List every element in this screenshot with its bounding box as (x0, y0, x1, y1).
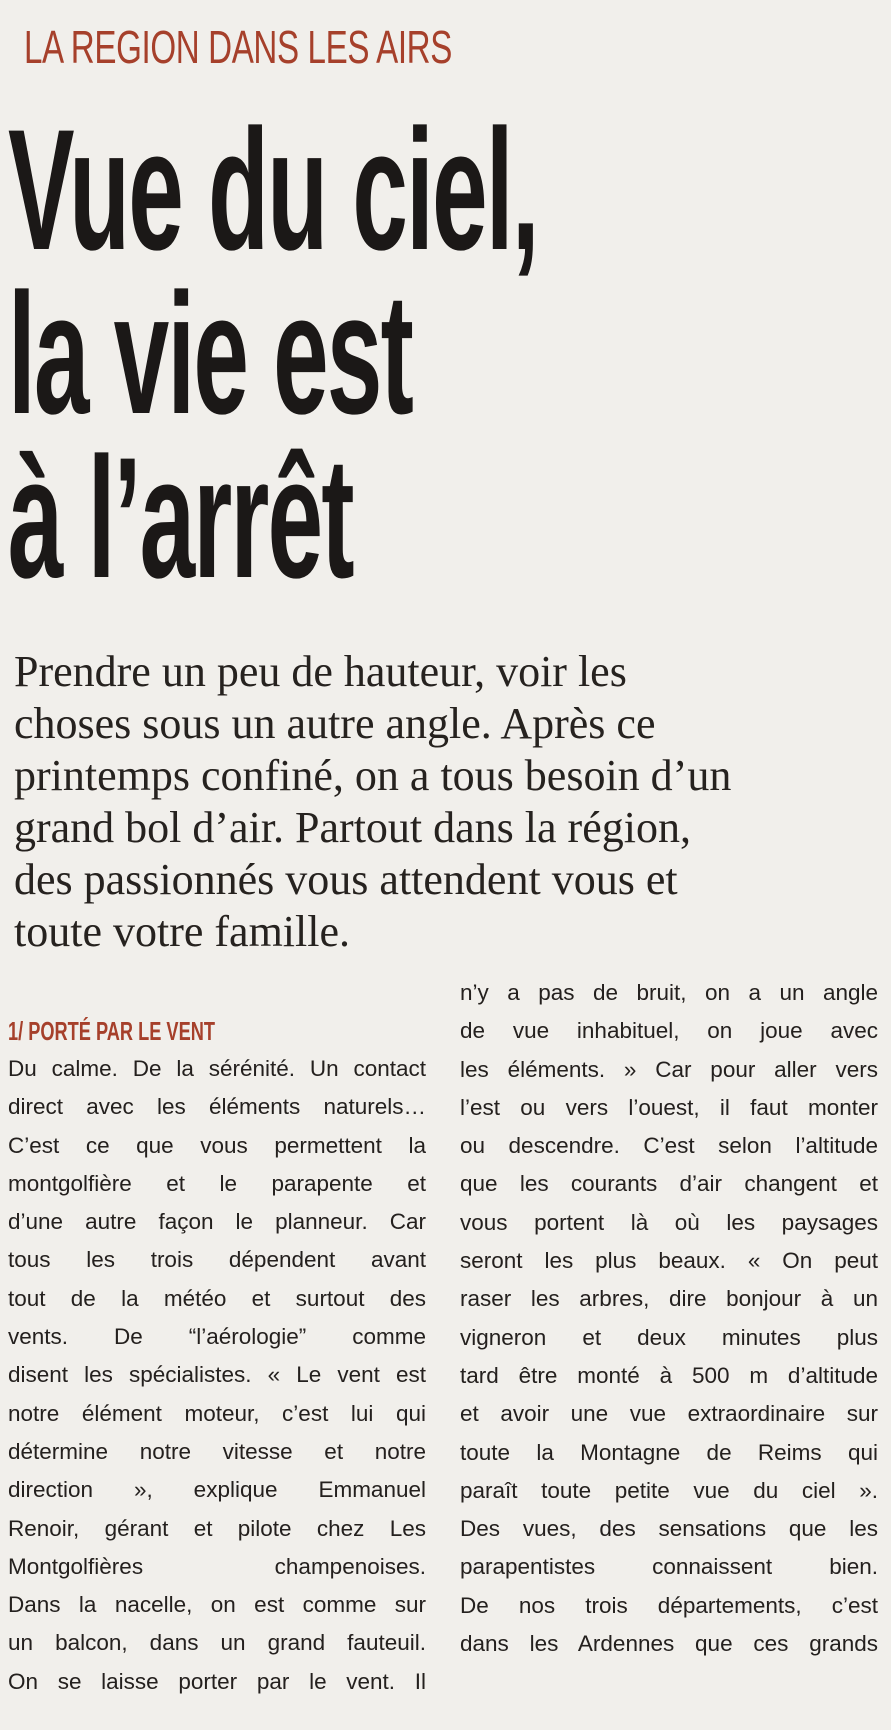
column-left (8, 1012, 426, 1701)
body-line: Renoir, gérant et pilote chez Les (8, 1515, 426, 1541)
standfirst-line: grand bol d’air. Partout dans la région, (14, 803, 691, 852)
standfirst-line: des passionnés vous attendent vous et (14, 855, 678, 904)
body-line: disent les spécialistes. « Le vent est (8, 1362, 426, 1388)
body-line: tous les trois dépendent avant (8, 1247, 426, 1273)
body-line: On se laisse porter par le vent. Il (8, 1668, 426, 1694)
headline-line: à l’arrêt (8, 422, 353, 614)
body-line: l’est ou vers l’ouest, il faut monter (460, 1094, 878, 1120)
body-line: d’une autre façon le planneur. Car (8, 1209, 426, 1235)
body-line: notre élément moteur, c’est lui qui (8, 1400, 426, 1426)
body-line: paraît toute petite vue du ciel ». (460, 1477, 878, 1503)
body-line: Du calme. De la sérénité. Un contact (8, 1056, 426, 1081)
article-body (8, 980, 878, 1701)
body-line: Dans la nacelle, on est comme sur (8, 1592, 426, 1618)
kicker: LA REGION DANS LES AIRS (24, 21, 452, 73)
body-line: n’y a pas de bruit, on a un angle (460, 980, 878, 1005)
standfirst-line: Prendre un peu de hauteur, voir les (14, 647, 627, 696)
body-line: Des vues, des sensations que les (460, 1516, 878, 1542)
headline (8, 94, 538, 614)
standfirst (14, 646, 884, 958)
body-line: Montgolfières champenoises. (8, 1553, 426, 1579)
body-line: tout de la météo et surtout des (8, 1285, 426, 1311)
body-line: et avoir une vue extraordinaire sur (460, 1401, 878, 1427)
body-line: C’est ce que vous permettent la (8, 1132, 426, 1158)
body-line: détermine notre vitesse et notre (8, 1438, 426, 1464)
body-line: seront les plus beaux. « On peut (460, 1248, 878, 1274)
body-line: ou descendre. C’est selon l’altitude (460, 1133, 878, 1159)
body-line: direction », explique Emmanuel (8, 1477, 426, 1503)
standfirst-line: printemps confiné, on a tous besoin d’un (14, 751, 732, 800)
headline-line: la vie est (8, 258, 413, 450)
body-line: parapentistes connaissent bien. (460, 1554, 878, 1580)
body-line: vents. De “l’aérologie” comme (8, 1324, 426, 1350)
column-right (460, 974, 878, 1701)
body-line: un balcon, dans un grand fauteuil. (8, 1630, 426, 1656)
body-line: raser les arbres, dire bonjour à un (460, 1286, 878, 1312)
body-line: les éléments. » Car pour aller vers (460, 1056, 878, 1082)
headline-line: Vue du ciel, (8, 94, 538, 286)
body-line: vous portent là où les paysages (460, 1209, 878, 1235)
body-line: vigneron et deux minutes plus (460, 1324, 878, 1350)
body-line: de vue inhabituel, on joue avec (460, 1018, 878, 1044)
body-line: dans les Ardennes que ces grands (460, 1631, 878, 1657)
standfirst-line: choses sous un autre angle. Après ce (14, 699, 656, 748)
body-line: direct avec les éléments naturels… (8, 1094, 426, 1120)
standfirst-line: toute votre famille. (14, 907, 350, 956)
body-line: De nos trois départements, c’est (460, 1592, 878, 1618)
body-line: toute la Montagne de Reims qui (460, 1439, 878, 1465)
section-heading: 1/ PORTÉ PAR LE VENT (8, 1016, 215, 1046)
body-line: tard être monté à 500 m d’altitude (460, 1362, 878, 1388)
body-line: montgolfière et le parapente et (8, 1170, 426, 1196)
body-line: que les courants d’air changent et (460, 1171, 878, 1197)
